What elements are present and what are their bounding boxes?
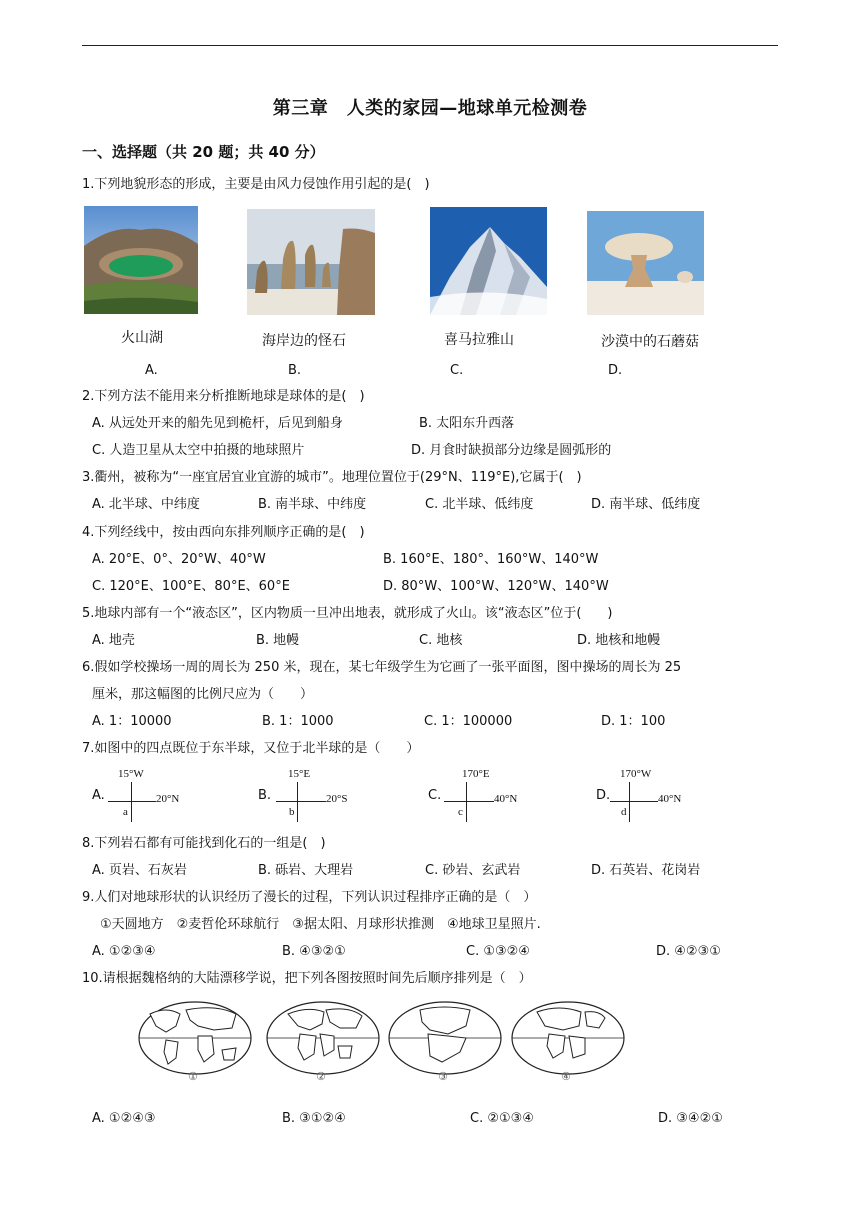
section-heading: 一、选择题（共 20 题；共 40 分） [82, 143, 325, 161]
question-3: 3.衢州，被称为“一座宜居宜业宜游的城市”。地理位置位于(29°N、119°E),它属于( ) [82, 470, 582, 485]
caption-coastal-rocks: 海岸边的怪石 [262, 333, 346, 349]
q2-option-a[interactable]: A. 从远处开来的船先见到桅杆，后见到船身 [92, 416, 343, 431]
q9-option-b[interactable]: B. ④③②① [282, 944, 346, 959]
q5-option-b[interactable]: B. 地幔 [256, 633, 300, 648]
himalaya-image [430, 207, 547, 315]
q4-option-b[interactable]: B. 160°E、180°、160°W、140°W [383, 552, 599, 567]
figure-c-longitude: 170°E [462, 768, 490, 780]
longitude-line [629, 782, 630, 822]
q1-option-a[interactable]: A. [145, 363, 158, 378]
question-4: 4.下列经线中，按由西向东排列顺序正确的是( ) [82, 525, 365, 540]
q9-option-d[interactable]: D. ④②③① [656, 944, 721, 959]
figure-d-longitude: 170°W [620, 768, 652, 780]
caption-volcano-lake: 火山湖 [121, 330, 163, 346]
header-rule [82, 45, 778, 46]
q9-option-c[interactable]: C. ①③②④ [466, 944, 530, 959]
map-label-3: ③ [438, 1070, 448, 1083]
q7-figure-b[interactable] [258, 768, 368, 828]
q4-option-a[interactable]: A. 20°E、0°、20°W、40°W [92, 552, 266, 567]
longitude-line [131, 782, 132, 822]
q3-option-b[interactable]: B. 南半球、中纬度 [258, 497, 367, 512]
q2-option-b[interactable]: B. 太阳东升西落 [419, 416, 515, 431]
question-9-items: ①天圆地方 ②麦哲伦环球航行 ③据太阳、月球形状推测 ④地球卫星照片. [100, 917, 541, 932]
caption-himalaya: 喜马拉雅山 [444, 332, 514, 348]
coastal-rocks-image [247, 209, 375, 315]
figure-b-longitude: 15°E [288, 768, 311, 780]
q7-figure-c[interactable] [428, 768, 538, 828]
q6-option-b[interactable]: B. 1：1000 [262, 714, 334, 729]
q6-option-d[interactable]: D. 1：100 [601, 714, 666, 729]
volcano-lake-image [84, 206, 198, 314]
q4-option-d[interactable]: D. 80°W、100°W、120°W、140°W [383, 579, 609, 594]
q6-option-a[interactable]: A. 1：10000 [92, 714, 172, 729]
question-8: 8.下列岩石都有可能找到化石的一组是( ) [82, 836, 326, 851]
question-6-line-2: 厘米，那这幅图的比例尺应为（ ） [92, 687, 314, 702]
q10-option-d[interactable]: D. ③④②① [658, 1111, 723, 1126]
figure-c-label: C. [428, 788, 442, 803]
figure-d-latitude: 40°N [658, 793, 682, 805]
figure-c-point: c [458, 806, 463, 818]
q10-option-b[interactable]: B. ③①②④ [282, 1111, 346, 1126]
figure-b-latitude: 20°S [326, 793, 348, 805]
figure-d-point: d [621, 806, 627, 818]
question-2: 2.下列方法不能用来分析推断地球是球体的是( ) [82, 389, 365, 404]
q2-option-d[interactable]: D. 月食时缺损部分边缘是圆弧形的 [411, 443, 612, 458]
q3-option-c[interactable]: C. 北半球、低纬度 [425, 497, 534, 512]
question-6-line-1: 6.假如学校操场一周的周长为 250 米，现在，某七年级学生为它画了一张平面图，图中操场的周长为 25 [82, 660, 682, 675]
figure-a-longitude: 15°W [118, 768, 144, 780]
question-5: 5.地球内部有一个“液态区”，区内物质一旦冲出地表，就形成了火山。该“液态区”位于( ) [82, 606, 613, 621]
longitude-line [466, 782, 467, 822]
q5-option-c[interactable]: C. 地核 [419, 633, 463, 648]
question-9: 9.人们对地球形状的认识经历了漫长的过程，下列认识过程排序正确的是（ ） [82, 890, 537, 905]
latitude-line [444, 801, 494, 802]
q5-option-a[interactable]: A. 地壳 [92, 633, 135, 648]
q7-figure-d[interactable] [596, 768, 706, 828]
map-label-1: ① [188, 1070, 198, 1083]
q2-option-c[interactable]: C. 人造卫星从太空中拍摄的地球照片 [92, 443, 305, 458]
caption-mushroom-rock: 沙漠中的石蘑菇 [601, 334, 699, 350]
q3-option-d[interactable]: D. 南半球、低纬度 [591, 497, 701, 512]
continental-drift-map-4 [509, 1000, 627, 1082]
page-title: 第三章 人类的家园—地球单元检测卷 [272, 98, 588, 119]
mushroom-rock-image [587, 211, 704, 315]
latitude-line [610, 801, 658, 802]
map-label-4: ④ [561, 1070, 571, 1083]
continental-drift-map-1 [136, 1000, 254, 1082]
question-7: 7.如图中的四点既位于东半球，又位于北半球的是（ ） [82, 741, 420, 756]
q9-option-a[interactable]: A. ①②③④ [92, 944, 156, 959]
map-label-2: ② [316, 1070, 326, 1083]
figure-b-point: b [289, 806, 295, 818]
continental-drift-map-2 [264, 1000, 382, 1082]
figure-d-label: D. [596, 788, 611, 803]
longitude-line [297, 782, 298, 822]
q8-option-a[interactable]: A. 页岩、石灰岩 [92, 863, 187, 878]
latitude-line [276, 801, 326, 802]
figure-a-latitude: 20°N [156, 793, 180, 805]
q1-option-c[interactable]: C. [450, 363, 464, 378]
q8-option-c[interactable]: C. 砂岩、玄武岩 [425, 863, 521, 878]
question-1: 1.下列地貌形态的形成，主要是由风力侵蚀作用引起的是( ) [82, 177, 430, 192]
q6-option-c[interactable]: C. 1：100000 [424, 714, 513, 729]
figure-b-label: B. [258, 788, 272, 803]
q4-option-c[interactable]: C. 120°E、100°E、80°E、60°E [92, 579, 290, 594]
q3-option-a[interactable]: A. 北半球、中纬度 [92, 497, 200, 512]
question-10: 10.请根据魏格纳的大陆漂移学说，把下列各图按照时间先后顺序排列是（ ） [82, 971, 532, 986]
q8-option-d[interactable]: D. 石英岩、花岗岩 [591, 863, 701, 878]
figure-a-label: A. [92, 788, 105, 803]
q7-figure-a[interactable] [92, 768, 202, 828]
q10-option-a[interactable]: A. ①②④③ [92, 1111, 156, 1126]
q1-option-b[interactable]: B. [288, 363, 302, 378]
continental-drift-map-3 [386, 1000, 504, 1082]
latitude-line [108, 801, 156, 802]
q5-option-d[interactable]: D. 地核和地幔 [577, 633, 661, 648]
figure-a-point: a [123, 806, 128, 818]
q10-option-c[interactable]: C. ②①③④ [470, 1111, 534, 1126]
figure-c-latitude: 40°N [494, 793, 518, 805]
q1-option-d[interactable]: D. [608, 363, 623, 378]
q8-option-b[interactable]: B. 砾岩、大理岩 [258, 863, 354, 878]
